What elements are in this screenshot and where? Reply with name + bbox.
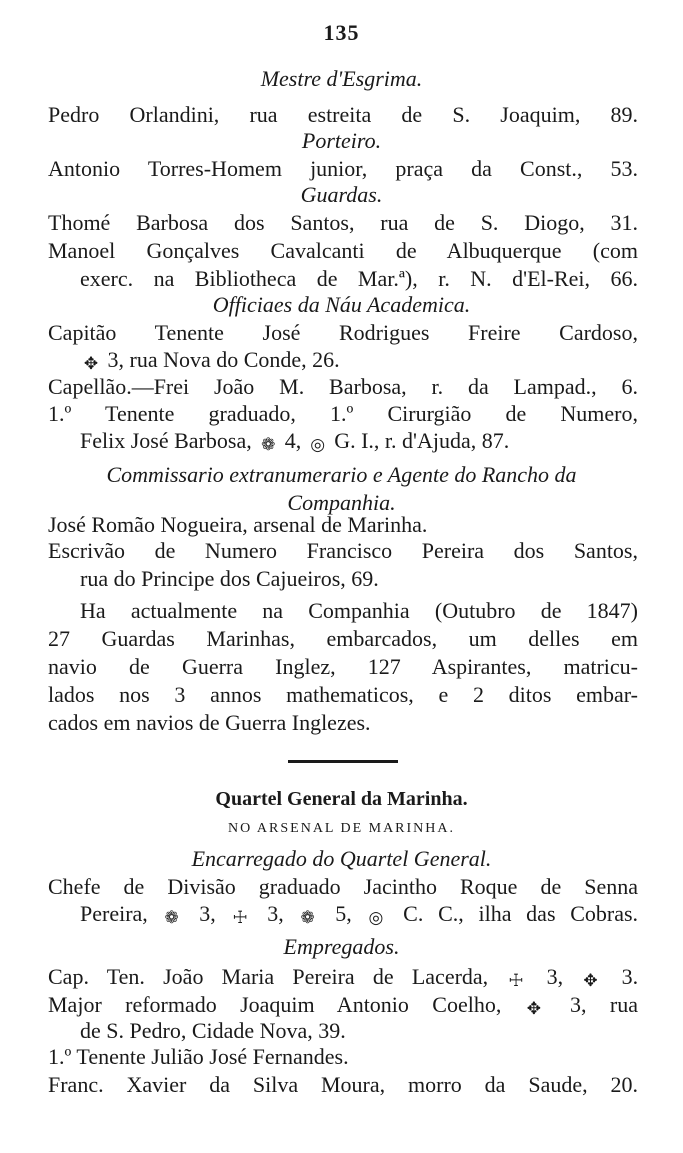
page-number: 135 <box>323 20 360 45</box>
paragraph-line: navio de Guerra Inglez, 127 Aspirantes, matricu- <box>48 654 638 679</box>
entry-line: Thomé Barbosa dos Santos, rua de S. Diogo, 31. <box>48 210 638 235</box>
christ-cross-icon: ☩ <box>508 971 524 990</box>
paragraph-line: lados nos 3 annos mathematicos, e 2 ditos embar- <box>48 682 638 707</box>
avis-cross-icon: ✥ <box>83 354 99 373</box>
section-title-commissary: Commissario extranumerario e Agente do Rancho da <box>106 462 577 487</box>
entry-line: Manoel Gonçalves Cavalcanti de Albuquerque (com <box>48 238 638 263</box>
entry-line: José Romão Nogueira, arsenal de Marinha. <box>48 512 428 537</box>
avis-cross-icon: ✥ <box>583 971 598 990</box>
paragraph-line: Ha actualmente na Companhia (Outubro de 1847) <box>80 598 638 623</box>
ring-order-icon: ◎ <box>368 908 384 927</box>
section-title-officers: Officiaes da Náu Academica. <box>212 292 471 317</box>
avis-cross-icon: ✥ <box>526 999 541 1018</box>
paragraph-line: cados em navios de Guerra Inglezes. <box>48 710 371 735</box>
christ-cross-icon: ☩ <box>232 908 248 927</box>
entry-continuation: Pereira, ❁ 3, ☩ 3, ❁ 5, ◎ C. C., ilha das Cobras. <box>80 901 638 927</box>
entry-line: 1.º Tenente Julião José Fernandes. <box>48 1044 349 1069</box>
section-divider <box>288 760 398 763</box>
entry-line: Franc. Xavier da Silva Moura, morro da Saude, 20. <box>48 1072 638 1097</box>
entry-line: Cap. Ten. João Maria Pereira de Lacerda, ☩ 3, ✥ 3. <box>48 964 638 990</box>
entry-line: Capellão.—Frei João M. Barbosa, r. da Lampad., 6. <box>48 374 638 399</box>
section-title-fencing-master: Mestre d'Esgrima. <box>260 66 423 91</box>
entry-continuation: Felix José Barbosa, ❁ 4, ◎ G. I., r. d'Ajuda, 87. <box>80 428 510 454</box>
entry-continuation: ✥ 3, rua Nova do Conde, 26. <box>83 347 340 373</box>
section-title-guards: Guardas. <box>300 182 383 207</box>
entry-line: Antonio Torres-Homem junior, praça da Const., 53. <box>48 156 638 181</box>
entry-line: Chefe de Divisão graduado Jacintho Roque de Senna <box>48 874 638 899</box>
entry-line: Escrivão de Numero Francisco Pereira dos Santos, <box>48 538 638 563</box>
section-title-commissary-cont: Companhia. <box>287 490 396 515</box>
entry-continuation: rua do Principe dos Cajueiros, 69. <box>80 566 379 591</box>
rose-order-icon: ❁ <box>261 435 276 454</box>
entry-line: 1.º Tenente graduado, 1.º Cirurgião de Numero, <box>48 401 638 426</box>
section-title-porter: Porteiro. <box>301 128 382 153</box>
section-subheading-arsenal: NO ARSENAL DE MARINHA. <box>227 821 456 836</box>
paragraph-line: 27 Guardas Marinhas, embarcados, um delles em <box>48 626 638 651</box>
section-heading-quartel-general: Quartel General da Marinha. <box>215 788 468 810</box>
rose-order-icon: ❁ <box>300 908 315 927</box>
entry-line: Capitão Tenente José Rodrigues Freire Cardoso, <box>48 320 638 345</box>
entry-line: Major reformado Joaquim Antonio Coelho, ✥ 3, rua <box>48 992 638 1018</box>
entry-line: Pedro Orlandini, rua estreita de S. Joaquim, 89. <box>48 102 638 127</box>
ring-order-icon: ◎ <box>310 435 326 454</box>
rose-order-icon: ❁ <box>164 908 179 927</box>
section-title-employees: Empregados. <box>283 934 400 959</box>
section-title-in-charge: Encarregado do Quartel General. <box>191 846 492 871</box>
entry-continuation: exerc. na Bibliotheca de Mar.ª), r. N. d'El-Rei, 66. <box>80 266 638 291</box>
entry-continuation: de S. Pedro, Cidade Nova, 39. <box>80 1018 346 1043</box>
